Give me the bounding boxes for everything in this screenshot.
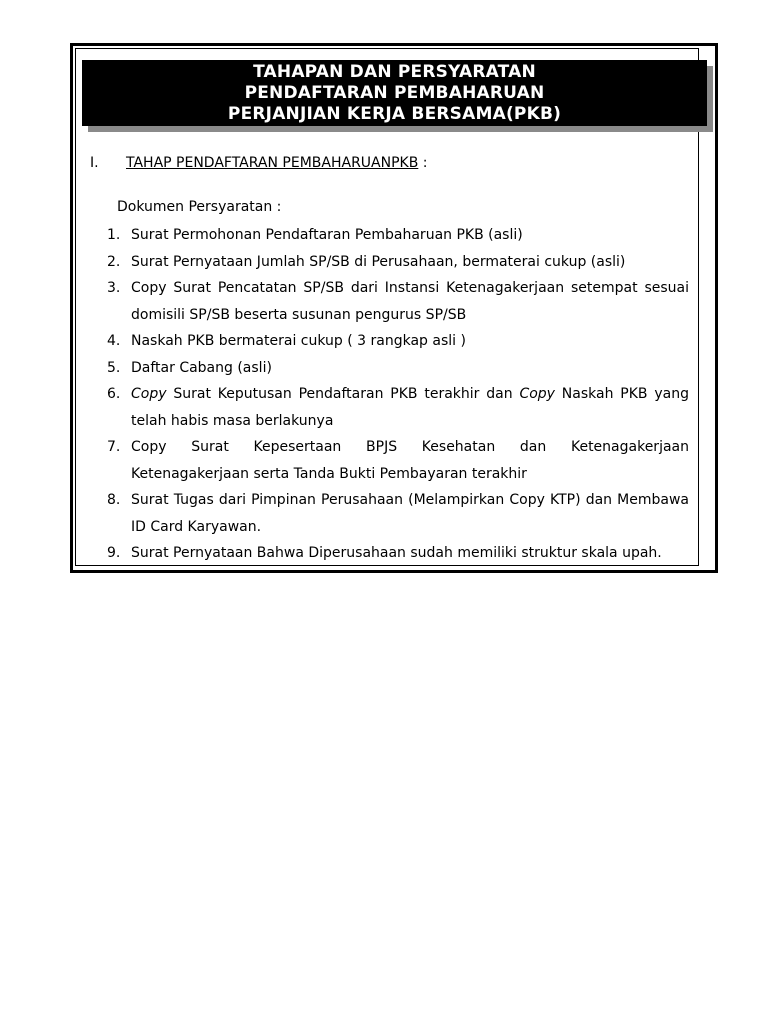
list-item [104, 487, 689, 540]
list-item-number: 1. [107, 227, 121, 243]
list-item-text: Surat Permohonan Pendaftaran Pembaharuan PKB (asli) [131, 227, 523, 243]
list-item [104, 540, 689, 567]
list-item-number: 8. [107, 492, 121, 508]
list-item-italic-copy: Copy [519, 386, 555, 402]
section-number: I. [90, 155, 99, 171]
list-item [104, 275, 689, 328]
list-item-number: 3. [107, 280, 121, 296]
list-item-italic-copy: Copy [131, 386, 167, 402]
list-item-number: 4. [107, 333, 121, 349]
list-item-text: Naskah PKB bermaterai cukup ( 3 rangkap asli ) [131, 333, 466, 349]
title-line-1: TAHAPAN DAN PERSYARATAN [253, 62, 536, 82]
list-item [104, 434, 689, 487]
section-heading [90, 154, 428, 172]
list-item-number: 6. [107, 386, 121, 402]
list-item-text: Daftar Cabang (asli) [131, 359, 272, 376]
list-item [104, 222, 689, 249]
list-item [104, 381, 689, 434]
list-item-text: Copy Surat Pencatatan SP/SB dari Instansi Ketenagakerjaan setempat sesuai domisili SP/SB beserta susunan pengurus SP/SB [131, 280, 689, 323]
list-item-text: Surat Pernyataan Bahwa Diperusahaan sudah memiliki struktur skala upah. [131, 545, 662, 561]
title-banner [82, 60, 707, 126]
list-item-text: Surat Keputusan Pendaftaran PKB terakhir dan [166, 386, 520, 402]
list-item [104, 328, 689, 355]
list-item-text: Surat Tugas dari Pimpinan Perusahaan (Melampirkan Copy KTP) dan Membawa ID Card Karyawan. [131, 492, 689, 535]
list-item-text: Surat Pernyataan Jumlah SP/SB di Perusahaan, bermaterai cukup (asli) [131, 253, 626, 270]
list-item-text: Copy Surat Kepesertaan BPJS Kesehatan dan Ketenagakerjaan Ketenagakerjaan serta Tanda Bukti Pembayaran terakhir [131, 439, 689, 482]
list-item-text: Naskah PKB yang telah habis masa berlakunya [131, 386, 689, 429]
section-heading-suffix: : [418, 155, 428, 171]
title-line-3: PERJANJIAN KERJA BERSAMA(PKB) [227, 104, 562, 124]
list-item-number: 9. [107, 545, 121, 561]
list-item [104, 249, 689, 276]
section-heading-text: TAHAP PENDAFTARAN PEMBAHARUANPKB [126, 155, 419, 171]
title-line-2: PENDAFTARAN PEMBAHARUAN [244, 83, 545, 103]
requirements-list [104, 222, 689, 567]
list-item-number: 2. [107, 253, 121, 270]
list-item [104, 355, 689, 382]
list-item-number: 5. [107, 359, 121, 376]
documents-label: Dokumen Persyaratan : [117, 199, 282, 215]
list-item-number: 7. [107, 439, 121, 455]
